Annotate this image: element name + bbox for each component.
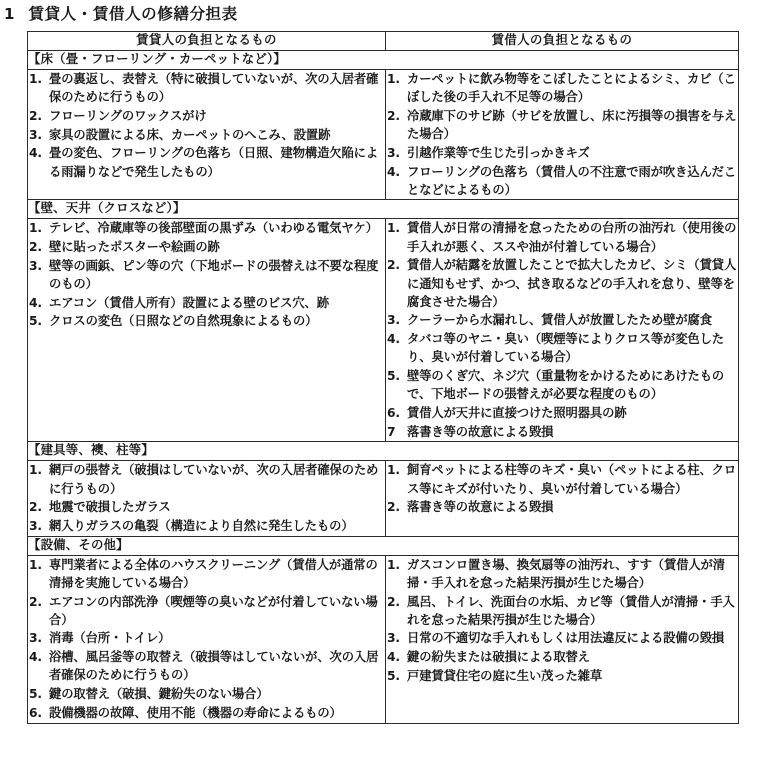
list-item	[28, 238, 385, 256]
list-item	[386, 107, 738, 143]
list-item-marker: 5.	[387, 668, 400, 683]
section-heading-row	[28, 442, 739, 461]
list-item	[28, 629, 385, 647]
list-item	[28, 219, 385, 237]
list-item	[386, 423, 738, 441]
column-header-lessee: 賃借人の負担となるもの	[386, 32, 739, 51]
list-item	[386, 367, 738, 403]
page-title	[0, 4, 740, 24]
section-number: 1	[4, 5, 15, 23]
list-item-marker: 1.	[29, 72, 42, 86]
list-item-text: 鍵の取替え（破損、鍵紛失のない場合）	[49, 687, 269, 702]
burden-list-lessor	[28, 70, 385, 181]
list-item-text: エアコン（賃借人所有）設置による壁のビス穴、跡	[49, 295, 329, 310]
section-heading: 【床（畳・フローリング・カーペットなど）】	[28, 51, 739, 70]
section-heading-row	[28, 200, 739, 219]
burden-list-lessee	[386, 461, 738, 516]
list-item-marker: 2.	[29, 500, 42, 515]
list-item-text: 消毒（台所・トイレ）	[49, 631, 171, 646]
list-item-text: 飼育ペットによる柱等のキズ・臭い（ペットによる柱、クロス等にキズが付いたり、臭いが付着している場合）	[407, 463, 737, 496]
list-item	[28, 70, 385, 106]
list-item-marker: 1.	[29, 557, 42, 572]
list-item-marker: 3.	[387, 631, 400, 646]
list-item	[386, 219, 738, 255]
list-item	[28, 498, 385, 516]
list-item	[28, 294, 385, 312]
list-item-text: 地震で破損したガラス	[49, 500, 171, 515]
list-item-text: 設備機器の故障、使用不能（機器の寿命によるもの）	[49, 705, 342, 720]
list-item	[28, 704, 385, 722]
list-item-text: 日常の不適切な手入れもしくは用法違反による設備の毀損	[407, 631, 725, 646]
list-item	[386, 556, 738, 592]
list-item	[28, 257, 385, 293]
list-item-text: 落書き等の故意による毀損	[407, 424, 554, 439]
list-item-text: 戸建賃貸住宅の庭に生い茂った雑草	[407, 668, 603, 683]
burden-list-lessee	[386, 70, 738, 199]
list-item-text: 賃借人が結露を放置したことで拡大したカビ、シミ（賃貸人に通知もせず、かつ、拭き取るなどの手入れを怠り、壁等を腐食させた場合）	[407, 258, 737, 309]
list-item	[386, 163, 738, 199]
list-item-text: 畳の裏返し、表替え（特に破損していないが、次の入居者確保のために行うもの）	[49, 72, 379, 105]
burden-list-lessee	[386, 556, 738, 685]
list-item-marker: 5.	[387, 369, 400, 384]
list-item	[28, 107, 385, 125]
burden-list-lessee	[386, 219, 738, 440]
list-item-marker: 4.	[29, 650, 42, 665]
list-item-marker: 1.	[387, 463, 400, 478]
list-item-marker: 6.	[29, 705, 42, 720]
list-item	[386, 404, 738, 422]
column-header-lessor: 賃貸人の負担となるもの	[28, 32, 386, 51]
section-content-row	[28, 555, 739, 723]
list-item-marker: 2.	[29, 594, 42, 609]
lessor-cell	[28, 461, 386, 536]
list-item	[386, 461, 738, 497]
list-item-text: クロスの変色（日照などの自然現象によるもの）	[49, 314, 318, 329]
list-item-text: 網戸の張替え（破損はしていないが、次の入居者確保のために行うもの）	[49, 463, 379, 496]
list-item	[386, 498, 738, 516]
section-content-row	[28, 219, 739, 442]
section-heading: 【建具等、襖、柱等】	[28, 442, 739, 461]
list-item-marker: 3.	[387, 313, 400, 328]
list-item-marker: 5.	[29, 687, 42, 702]
list-item-text: 網入りガラスの亀裂（構造により自然に発生したもの）	[49, 518, 354, 533]
lessor-cell	[28, 555, 386, 723]
list-item-marker: 4.	[29, 146, 42, 161]
lessee-cell	[386, 70, 739, 200]
list-item-marker: 4.	[387, 650, 400, 665]
list-item	[28, 312, 385, 330]
list-item-marker: 1.	[387, 221, 400, 236]
list-item-marker: 3.	[387, 145, 400, 160]
list-item-marker: 2.	[387, 594, 400, 609]
lessee-cell	[386, 461, 739, 536]
list-item-marker: 3.	[29, 631, 42, 646]
list-item-marker: 2.	[29, 240, 42, 255]
list-item-text: 壁等のくぎ穴、ネジ穴（重量物をかけるためにあけたもので、下地ボードの張替えが必要な程度のもの）	[407, 369, 725, 402]
list-item-marker: 4.	[387, 164, 400, 179]
list-item-text: 落書き等の故意による毀損	[407, 500, 554, 515]
list-item-marker: 5.	[29, 314, 42, 329]
list-item	[28, 556, 385, 592]
list-item-marker: 1.	[29, 463, 42, 478]
list-item-text: エアコンの内部洗浄（喫煙等の臭いなどが付着していない場合）	[49, 594, 378, 627]
list-item-marker: 2.	[387, 108, 400, 123]
list-item	[28, 461, 385, 497]
list-item	[28, 685, 385, 703]
list-item-text: 専門業者による全体のハウスクリーニング（賃借人が通常の清掃を実施している場合）	[49, 557, 378, 590]
list-item-text: 引越作業等で生じた引っかきキズ	[407, 145, 590, 160]
list-item	[28, 517, 385, 535]
list-item-text: 鍵の紛失または破損による取替え	[407, 650, 590, 665]
section-heading-row	[28, 536, 739, 555]
list-item-text: 壁に貼ったポスターや絵画の跡	[49, 240, 220, 255]
column-header-row	[28, 32, 739, 51]
list-item-marker: 3.	[29, 518, 42, 533]
list-item-marker: 1.	[387, 72, 400, 86]
list-item	[386, 629, 738, 647]
burden-list-lessor	[28, 556, 385, 722]
list-item-text: 壁等の画鋲、ピン等の穴（下地ボードの張替えは不要な程度のもの）	[49, 258, 379, 292]
list-item-text: タバコ等のヤニ・臭い（喫煙等によりクロス等が変色したり、臭いが付着している場合）	[407, 332, 724, 365]
list-item-marker: 2.	[387, 500, 400, 515]
list-item	[386, 648, 738, 666]
title-text: 賃貸人・賃借人の修繕分担表	[28, 5, 238, 23]
list-item-marker: 3.	[29, 258, 42, 273]
burden-list-lessor	[28, 219, 385, 330]
lessor-cell	[28, 219, 386, 442]
list-item-text: ガスコンロ置き場、換気扇等の油汚れ、すす（賃借人が清掃・手入れを怠った結果汚損が生じた場合）	[407, 557, 725, 590]
list-item-text: テレビ、冷蔵庫等の後部壁面の黒ずみ（いわゆる電気ヤケ）	[49, 221, 378, 236]
list-item-marker: 2.	[29, 108, 42, 123]
list-item-marker: 7	[387, 424, 396, 439]
list-item	[386, 667, 738, 685]
list-item	[386, 256, 738, 311]
list-item-marker: 4.	[29, 295, 42, 310]
list-item-marker: 6.	[387, 405, 400, 420]
section-heading: 【設備、その他】	[28, 536, 739, 555]
list-item	[28, 593, 385, 629]
lessee-cell	[386, 555, 739, 723]
list-item	[28, 648, 385, 684]
list-item	[386, 330, 738, 366]
burden-list-lessor	[28, 461, 385, 535]
list-item-marker: 4.	[387, 332, 400, 347]
list-item-text: 浴槽、風呂釜等の取替え（破損等はしていないが、次の入居者確保のために行うもの）	[49, 650, 379, 683]
list-item	[386, 144, 738, 162]
list-item-text: フローリングのワックスがけ	[49, 108, 207, 123]
list-item	[386, 311, 738, 329]
list-item-marker: 1.	[29, 221, 42, 236]
list-item-text: 冷蔵庫下のサビ跡（サビを放置し、床に汚損等の損害を与えた場合）	[407, 108, 737, 142]
list-item-marker: 2.	[387, 258, 400, 273]
list-item-marker: 1.	[387, 557, 400, 572]
section-content-row	[28, 70, 739, 200]
list-item	[28, 126, 385, 144]
table-body	[28, 32, 739, 724]
list-item-text: 畳の変色、フローリングの色落ち（日照、建物構造欠陥による雨漏りなどで発生したもの）	[49, 146, 379, 179]
list-item-marker: 3.	[29, 127, 42, 142]
list-item-text: カーペットに飲み物等をこぼしたことによるシミ、カビ（こぼした後の手入れ不足等の場合）	[407, 72, 736, 105]
section-heading-row	[28, 51, 739, 70]
list-item-text: 賃借人が天井に直接つけた照明器具の跡	[407, 405, 627, 420]
list-item-text: 賃借人が日常の清掃を怠ったための台所の油汚れ（使用後の手入れが悪く、ススや油が付着している場合）	[407, 221, 737, 254]
list-item	[28, 144, 385, 180]
list-item	[386, 70, 738, 106]
list-item	[386, 593, 738, 629]
list-item-text: 家具の設置による床、カーペットのへこみ、設置跡	[49, 127, 331, 142]
section-content-row	[28, 461, 739, 536]
section-heading: 【壁、天井（クロスなど）】	[28, 200, 739, 219]
repair-burden-table	[27, 31, 739, 724]
list-item-text: クーラーから水漏れし、賃借人が放置したため壁が腐食	[407, 313, 712, 328]
lessee-cell	[386, 219, 739, 442]
list-item-text: 風呂、トイレ、洗面台の水垢、カビ等（賃借人が清掃・手入れを怠った結果汚損が生じた場合）	[407, 594, 735, 627]
list-item-text: フローリングの色落ち（賃借人の不注意で雨が吹き込んだことなどによるもの）	[407, 164, 737, 197]
lessor-cell	[28, 70, 386, 200]
